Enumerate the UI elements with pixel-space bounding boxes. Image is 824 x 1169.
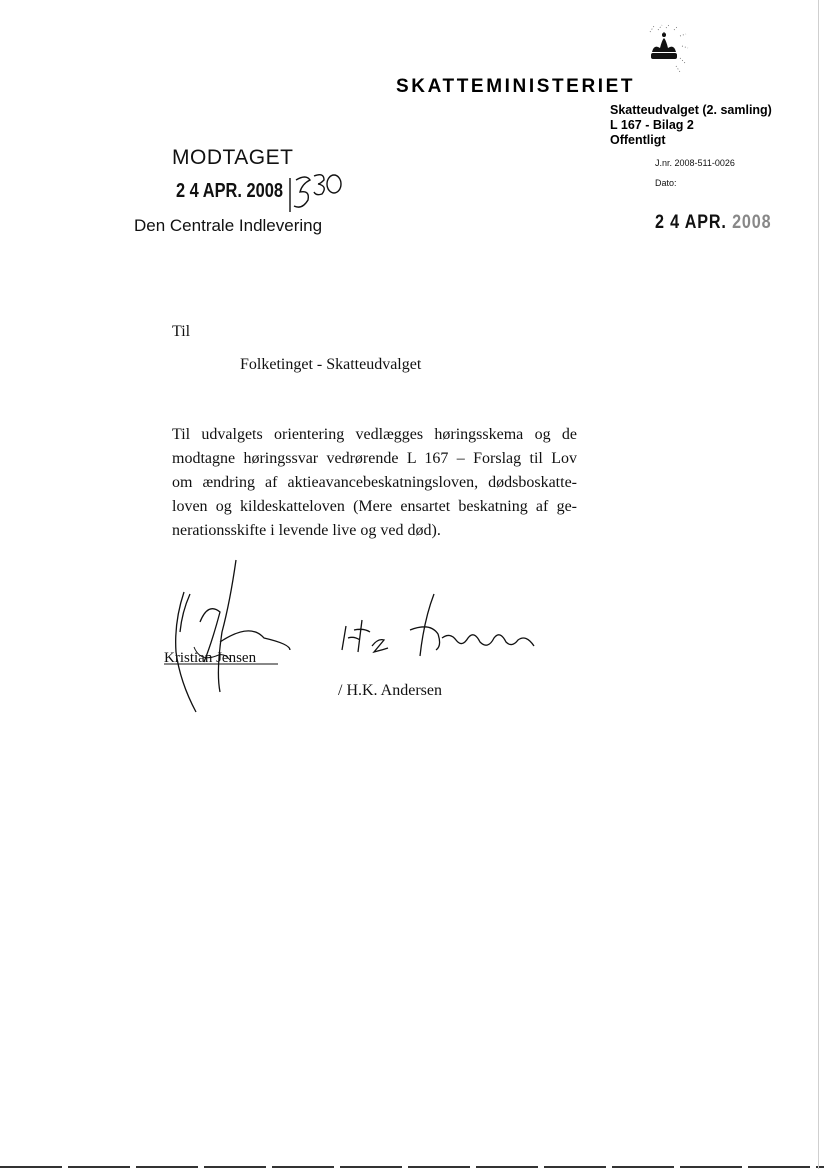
received-stamp-title: MODTAGET: [172, 146, 294, 169]
date-stamp-month: APR.: [684, 212, 727, 233]
salutation: Til: [172, 323, 191, 340]
body-line: loven og kildeskatteloven (Mere ensartet beskatning af ge-: [172, 498, 577, 515]
crown-emblem-icon: [636, 22, 692, 78]
page-right-edge: [818, 0, 819, 1169]
letterhead-date-stamp: [655, 212, 771, 234]
document-status: Offentligt: [610, 133, 666, 147]
signature-hk-andersen: [338, 590, 548, 665]
page-bottom-edge: [0, 1166, 824, 1168]
body-line: nerationsskifte i levende live og ved død).: [172, 522, 441, 539]
letter-body: [172, 423, 577, 543]
journal-number: J.nr. 2008-511-0026: [655, 158, 735, 168]
committee-reference: Skatteudvalget (2. samling): [610, 103, 772, 117]
received-office: Den Centrale Indlevering: [134, 216, 323, 235]
ministry-letterhead: SKATTEMINISTERIET: [396, 76, 636, 97]
body-line: om ændring af aktieavancebeskatningsloven, dødsboskatte-: [172, 474, 577, 491]
bill-reference: L 167 - Bilag 2: [610, 118, 694, 132]
date-stamp-day: 2 4: [655, 212, 681, 233]
addressee: Folketinget - Skatteudvalget: [240, 356, 422, 373]
date-stamp-year: 2008: [732, 212, 772, 233]
reference-block: [610, 103, 772, 148]
received-time-handwritten: [284, 170, 354, 220]
signature-kristian-jensen: [160, 552, 320, 722]
body-line: Til udvalgets orientering vedlægges høringsskema og de: [172, 426, 577, 443]
received-stamp-date: 2 4 APR. 2008: [176, 180, 283, 202]
body-line: modtagne høringssvar vedrørende L 167 – Forslag til Lov: [172, 450, 577, 467]
signatory-second-name: / H.K. Andersen: [338, 682, 442, 699]
date-label: Dato:: [655, 178, 677, 188]
signatory-first-name: Kristian Jensen: [164, 650, 257, 666]
